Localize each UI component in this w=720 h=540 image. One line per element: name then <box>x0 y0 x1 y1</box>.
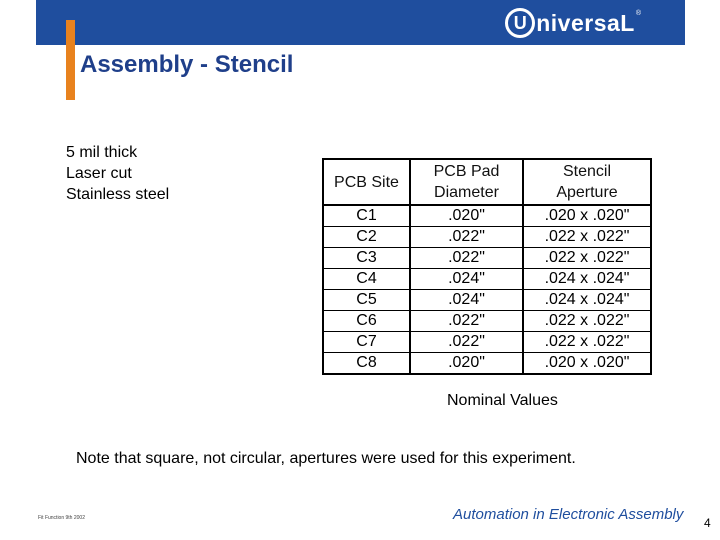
diameter-cell: .022" <box>410 227 523 248</box>
aperture-cell: .024 x .024" <box>523 290 651 311</box>
stencil-table <box>322 158 652 375</box>
table-row <box>323 248 651 269</box>
table-caption: Nominal Values <box>447 392 558 409</box>
table-header-row <box>323 159 651 205</box>
site-cell: C5 <box>323 290 410 311</box>
diameter-cell: .020" <box>410 205 523 227</box>
table-row <box>323 227 651 248</box>
spec-item: Stainless steel <box>66 186 170 203</box>
logo-mark: U <box>505 8 535 38</box>
table-row <box>323 290 651 311</box>
aperture-cell: .022 x .022" <box>523 248 651 269</box>
aperture-cell: .022 x .022" <box>523 311 651 332</box>
diameter-cell: .024" <box>410 269 523 290</box>
accent-bar <box>66 20 75 100</box>
table-row <box>323 353 651 375</box>
diameter-cell: .020" <box>410 353 523 375</box>
table-row <box>323 311 651 332</box>
logo-text: niversaL <box>536 9 635 36</box>
diameter-cell: .022" <box>410 248 523 269</box>
universal-logo <box>505 6 641 40</box>
site-cell: C2 <box>323 227 410 248</box>
aperture-cell: .020 x .020" <box>523 205 651 227</box>
site-cell: C3 <box>323 248 410 269</box>
diameter-cell: .022" <box>410 311 523 332</box>
site-cell: C6 <box>323 311 410 332</box>
logo-registered-mark: ® <box>635 10 641 17</box>
aperture-cell: .022 x .022" <box>523 227 651 248</box>
page-number: 4 <box>704 516 711 530</box>
table-row <box>323 332 651 353</box>
header-pad-diameter: PCB Pad Diameter <box>410 159 523 205</box>
table-row <box>323 269 651 290</box>
table-row <box>323 205 651 227</box>
footer-left-text: Fit Function 9th 2002 <box>38 515 85 521</box>
header-pcb-site: PCB Site <box>323 159 410 205</box>
site-cell: C8 <box>323 353 410 375</box>
spec-list <box>66 142 169 205</box>
spec-item: 5 mil thick <box>66 144 138 161</box>
aperture-cell: .022 x .022" <box>523 332 651 353</box>
spec-item: Laser cut <box>66 165 132 182</box>
slide-title: Assembly - Stencil <box>80 51 294 78</box>
header-stencil-aperture: Stencil Aperture <box>523 159 651 205</box>
footer-tagline: Automation in Electronic Assembly <box>453 506 684 523</box>
slide-note: Note that square, not circular, apertures were used for this experiment. <box>76 450 576 467</box>
diameter-cell: .024" <box>410 290 523 311</box>
diameter-cell: .022" <box>410 332 523 353</box>
aperture-cell: .024 x .024" <box>523 269 651 290</box>
site-cell: C7 <box>323 332 410 353</box>
site-cell: C1 <box>323 205 410 227</box>
aperture-cell: .020 x .020" <box>523 353 651 375</box>
site-cell: C4 <box>323 269 410 290</box>
header-bar <box>36 0 685 45</box>
